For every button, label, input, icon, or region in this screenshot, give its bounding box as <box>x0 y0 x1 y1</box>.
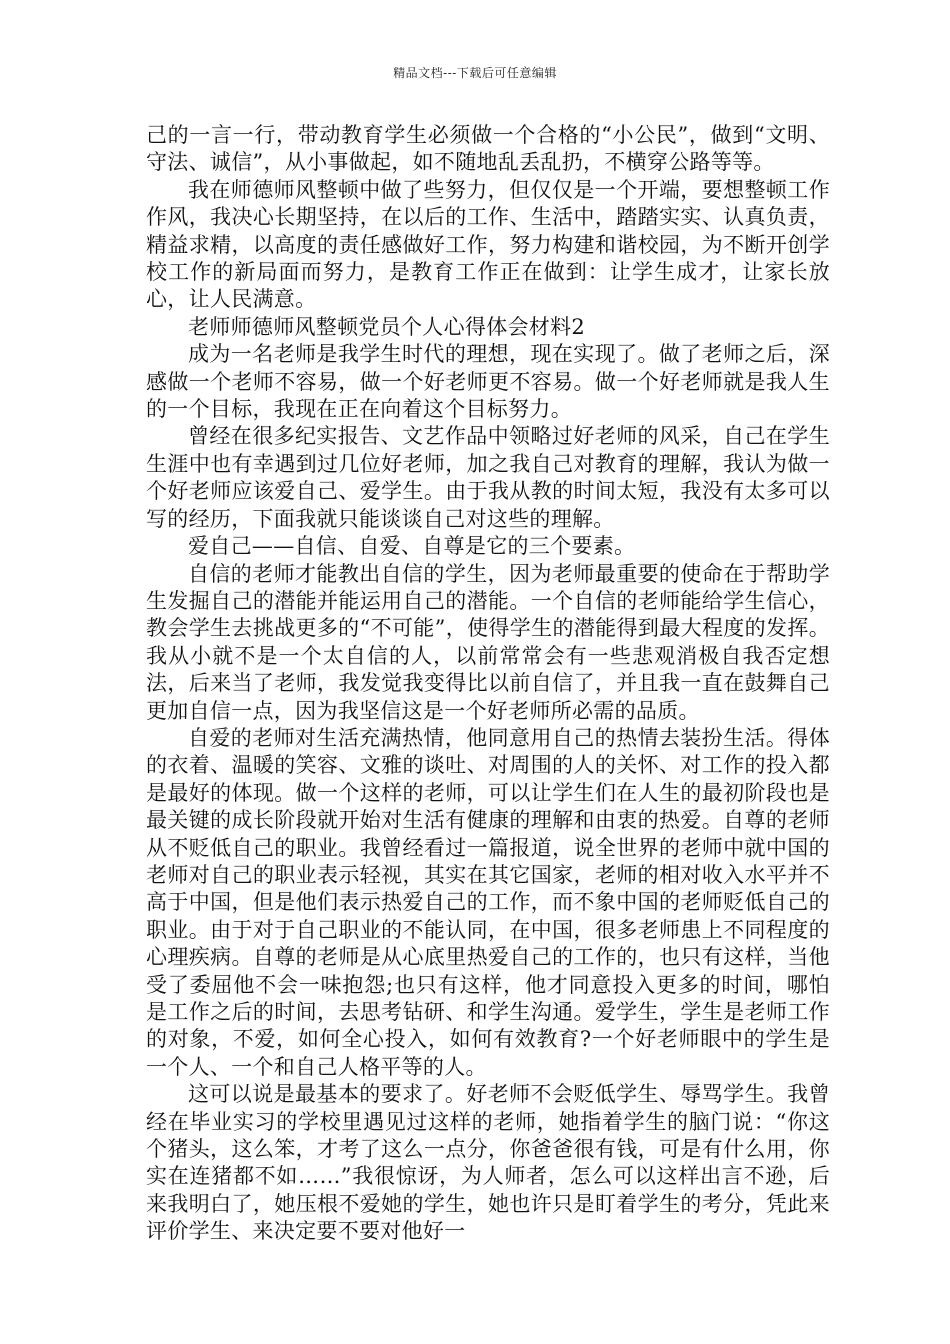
page-header: 精品文档---下载后可任意编辑 <box>393 66 557 80</box>
paragraph: 成为一名老师是我学生时代的理想，现在实现了。做了老师之后，深感做一个老师不容易，做一个好老师更不容易。做一个好老师就是我人生的一个目标，我现在正在向着这个目标努力。 <box>146 342 830 422</box>
paragraph: 己的一言一行，带动教育学生必须做一个合格的“小公民”，做到“文明、守法、诚信”，从小事做起，如不随地乱丢乱扔，不横穿公路等等。 <box>146 123 830 175</box>
paragraph: 曾经在很多纪实报告、文艺作品中领略过好老师的风采，自己在学生生涯中也有幸遇到过几位好老师，加之我自己对教育的理解，我认为做一个好老师应该爱自己、爱学生。由于我从教的时间太短，我没有太多可以写的经历，下面我就只能谈谈自己对这些的理解。 <box>146 424 830 531</box>
paragraph: 自爱的老师对生活充满热情，他同意用自己的热情去装扮生活。得体的衣着、温暖的笑容、文雅的谈吐、对周围的人的关怀、对工作的投入都是最好的体现。做一个这样的老师，可以让学生们在人生的最初阶段也是最关键的成长阶段就开始对生活有健康的理解和由衷的热爱。自尊的老师从不贬低自己的职业。我曾经看过一篇报道，说全世界的老师中就中国的老师对自己的职业表示轻视，其实在其它国家，老师的相对收入水平并不高于中国，但是他们表示热爱自己的工作，而不象中国的老师贬低自己的职业。由于对于自己职业的不能认同，在中国，很多老师患上不同程度的心理疾病。自尊的老师是从心底里热爱自己的工作的，也只有这样，当他受了委屈他不会一味抱怨;也只有这样，他才同意投入更多的时间，哪怕是工作之后的时间，去思考钻研、和学生沟通。爱学生，学生是老师工作的对象，不爱，如何全心投入，如何有效教育?一个好老师眼中的学生是一个人、一个和自己人格平等的人。 <box>146 725 830 1079</box>
paragraph: 这可以说是最基本的要求了。好老师不会贬低学生、辱骂学生。我曾经在毕业实习的学校里遇见过这样的老师，她指着学生的脑门说：“你这个猪头，这么笨，才考了这么一点分，你爸爸很有钱，可是有什么用，你实在连猪都不如……”我很惊讶，为人师者，怎么可以这样出言不逊，后来我明白了，她压根不爱她的学生，她也许只是盯着学生的考分，凭此来评价学生、来决定要不要对他好一 <box>146 1082 830 1244</box>
document-body <box>146 122 830 1246</box>
paragraph: 爱自己——自信、自爱、自尊是它的三个要素。 <box>188 534 636 559</box>
paragraph: 我在师德师风整顿中做了些努力，但仅仅是一个开端，要想整顿工作作风，我决心长期坚持，在以后的工作、生活中，踏踏实实、认真负责，精益求精，以高度的责任感做好工作，努力构建和谐校园，为不断开创学校工作的新局面而努力，是教育工作正在做到：让学生成才，让家长放心，让人民满意。 <box>146 177 830 312</box>
paragraph: 自信的老师才能教出自信的学生，因为老师最重要的使命在于帮助学生发掘自己的潜能并能运用自己的潜能。一个自信的老师能给学生信心，教会学生去挑战更多的“不可能”，使得学生的潜能得到最大程度的发挥。我从小就不是一个太自信的人，以前常常会有一些悲观消极自我否定想法，后来当了老师，我发觉我变得比以前自信了，并且我一直在鼓舞自己更加自信一点，因为我坚信这是一个好老师所必需的品质。 <box>146 561 830 723</box>
section-title: 老师师德师风整顿党员个人心得体会材料2 <box>188 314 586 339</box>
